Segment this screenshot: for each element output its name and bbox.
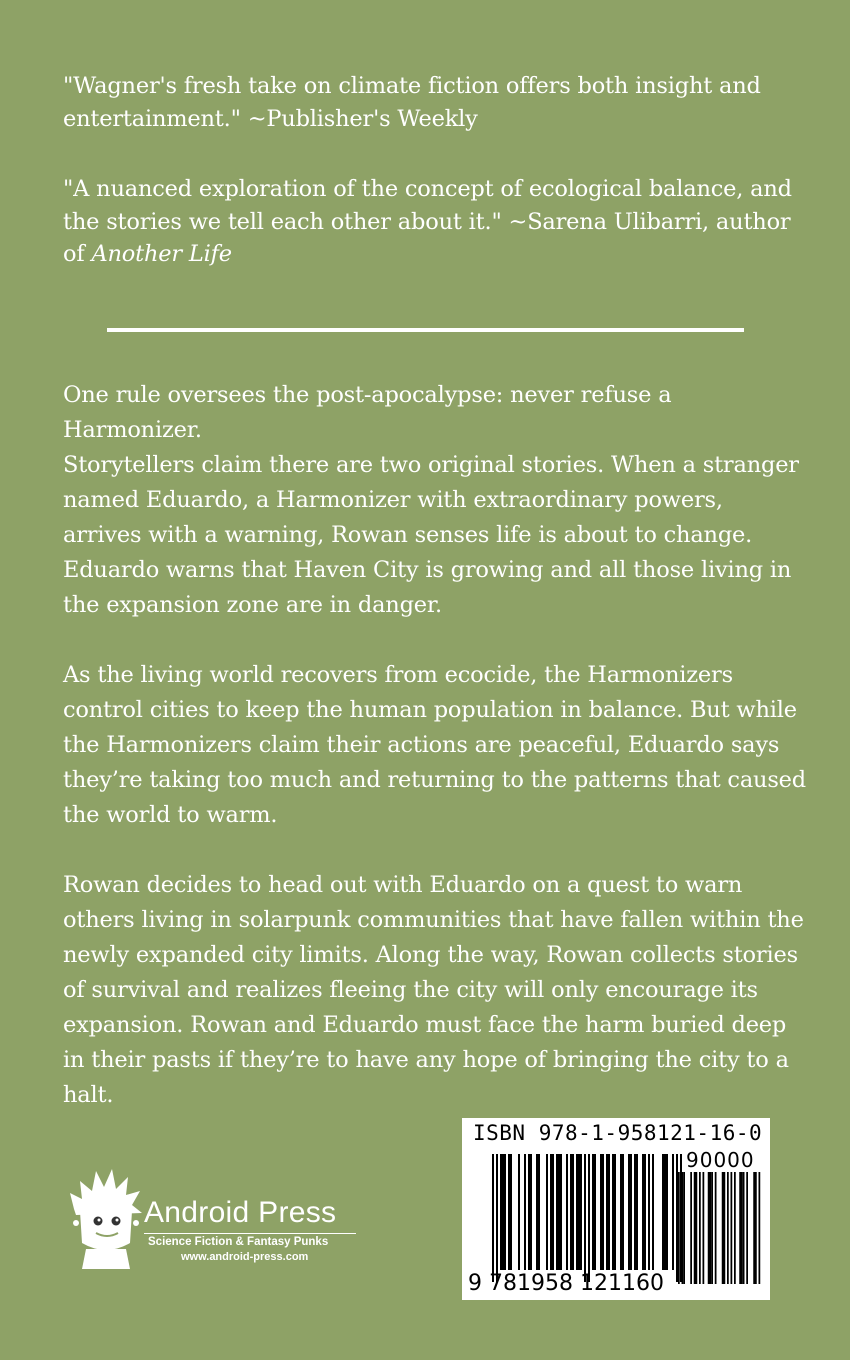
barcode-bar <box>496 1154 498 1282</box>
blurb-tagline: One rule oversees the post-apocalypse: never refuse a Harmonizer. <box>63 382 672 443</box>
barcode-addon-bar <box>690 1172 692 1284</box>
barcode-bar <box>644 1154 646 1270</box>
barcode-bar <box>546 1154 548 1270</box>
section-divider <box>107 328 744 332</box>
barcode-bar <box>580 1154 582 1270</box>
android-robot-head-icon <box>66 1163 146 1273</box>
barcode-addon-bar <box>734 1172 736 1284</box>
barcode-addon-bar <box>741 1172 743 1284</box>
barcode-bar <box>602 1154 604 1270</box>
barcode-digits: 9 781958 121160 <box>468 1271 664 1296</box>
barcode-bar <box>528 1154 530 1270</box>
barcode-bar <box>600 1154 602 1270</box>
barcode-addon-bar <box>727 1172 729 1284</box>
barcode-addon-bar <box>743 1172 745 1284</box>
barcode-addon-digits: 90000 <box>686 1148 755 1172</box>
blurb-paragraph-1: Storytellers claim there are two original stories. When a stranger named Eduardo, a Harmonizer with extraordinary powers, arrives with a warning, Rowan senses life is about to change. Eduardo warns that Haven City is growing and all those living in the expansion zone are in danger. <box>63 452 799 618</box>
barcode-bar <box>578 1154 580 1270</box>
publisher-logo <box>66 1163 366 1273</box>
barcode-bar <box>664 1154 666 1270</box>
barcode-bar <box>572 1154 574 1270</box>
barcode-bar <box>636 1154 638 1270</box>
isbn-label: ISBN 978-1-958121-16-0 <box>473 1121 763 1145</box>
barcode-bar <box>558 1154 560 1270</box>
barcode-bar <box>530 1154 532 1270</box>
barcode-bar <box>676 1154 678 1282</box>
barcode-bar <box>594 1154 596 1270</box>
barcode-bar <box>652 1154 654 1270</box>
barcode-addon-bar <box>703 1172 705 1284</box>
barcode-bar <box>570 1154 572 1270</box>
barcode-bar <box>556 1154 558 1270</box>
barcode-addon-bar <box>708 1172 710 1284</box>
barcode-bar <box>492 1154 494 1282</box>
barcode-bar <box>612 1154 614 1270</box>
barcode-bar <box>588 1154 590 1282</box>
publisher-url: www.android-press.com <box>181 1251 309 1263</box>
barcode-addon-bar <box>711 1172 713 1284</box>
barcode-bar <box>620 1154 622 1270</box>
barcode-bar <box>606 1154 608 1270</box>
barcode-bar <box>614 1154 616 1270</box>
barcode-bar <box>576 1154 578 1270</box>
review-quote-sarena-ulibarri <box>63 173 803 271</box>
review-quote-text: "A nuanced exploration of the concept of ecological balance, and the stories we tell each other about it." ~Sarena Ulibarri, author of <box>63 176 792 267</box>
review-quote-publishers-weekly <box>63 70 803 135</box>
logo-divider <box>144 1233 356 1234</box>
review-quote-text: "Wagner's fresh take on climate fiction offers both insight and entertainment." ~Publisher's Weekly <box>63 73 761 132</box>
blurb-paragraph-3: Rowan decides to head out with Eduardo on a quest to warn others living in solarpunk communities that have fallen within the newly expanded city limits. Along the way, Rowan collects stories of survival and realizes fleeing the city will only encourage its expansion. Rowan and Eduardo must face the harm buried deep in their pasts if they’re to have any hope of bringing the city to a halt. <box>63 872 804 1108</box>
barcode-addon-bar <box>731 1172 733 1284</box>
barcode-addon-bar <box>724 1172 726 1284</box>
barcode-addon-bar <box>683 1172 685 1284</box>
barcode-bar <box>608 1154 610 1270</box>
blurb-paragraph-2: As the living world recovers from ecocide, the Harmonizers control cities to keep the human population in balance. But while the Harmonizers claim their actions are peaceful, Eduardo says they’re taking too much and returning to the patterns that caused the world to warm. <box>63 662 806 828</box>
publisher-tagline: Science Fiction & Fantasy Punks <box>148 1236 329 1248</box>
barcode-bar <box>538 1154 540 1270</box>
barcode-addon-bar <box>696 1172 698 1284</box>
barcode-bar <box>560 1154 562 1270</box>
barcode-bar <box>592 1154 594 1270</box>
barcode-bar <box>510 1154 512 1270</box>
barcode-bar <box>648 1154 650 1270</box>
barcode-bar <box>634 1154 636 1270</box>
barcode-bar <box>630 1154 632 1270</box>
barcode-bar <box>666 1154 668 1270</box>
barcode-bar <box>508 1154 510 1270</box>
barcode-bar <box>524 1154 526 1270</box>
publisher-name: Android Press <box>144 1196 337 1229</box>
barcode-bar <box>500 1154 502 1270</box>
barcode-bar <box>518 1154 520 1270</box>
barcode-bar <box>502 1154 504 1270</box>
barcode-addon-bar <box>722 1172 724 1284</box>
barcode-addon-bar <box>710 1172 712 1284</box>
barcode-addon-bar <box>682 1172 684 1284</box>
barcode-bar <box>504 1154 506 1270</box>
barcode-addon-bar <box>678 1172 680 1284</box>
barcode-bar <box>642 1154 644 1270</box>
barcode-bar <box>550 1154 552 1270</box>
barcode-bar <box>536 1154 538 1270</box>
barcode-addon-bar <box>715 1172 717 1284</box>
barcode-addon-bar <box>746 1172 748 1284</box>
barcode-addon-bar <box>753 1172 755 1284</box>
barcode-addon-bar <box>694 1172 696 1284</box>
barcode-bar <box>662 1154 664 1270</box>
barcode-bar <box>622 1154 624 1270</box>
barcode-bar <box>552 1154 554 1270</box>
barcode-bar <box>628 1154 630 1270</box>
barcode-addon-bar <box>755 1172 757 1284</box>
review-quote-book-title: Another Life <box>91 241 232 267</box>
isbn-barcode <box>462 1118 770 1300</box>
barcode-bar <box>672 1154 674 1270</box>
barcode-addon-bar <box>739 1172 741 1284</box>
barcode-addon-bar <box>699 1172 701 1284</box>
barcode-addon-bar <box>759 1172 761 1284</box>
barcode-bar <box>566 1154 568 1270</box>
barcode-bar <box>584 1154 586 1282</box>
